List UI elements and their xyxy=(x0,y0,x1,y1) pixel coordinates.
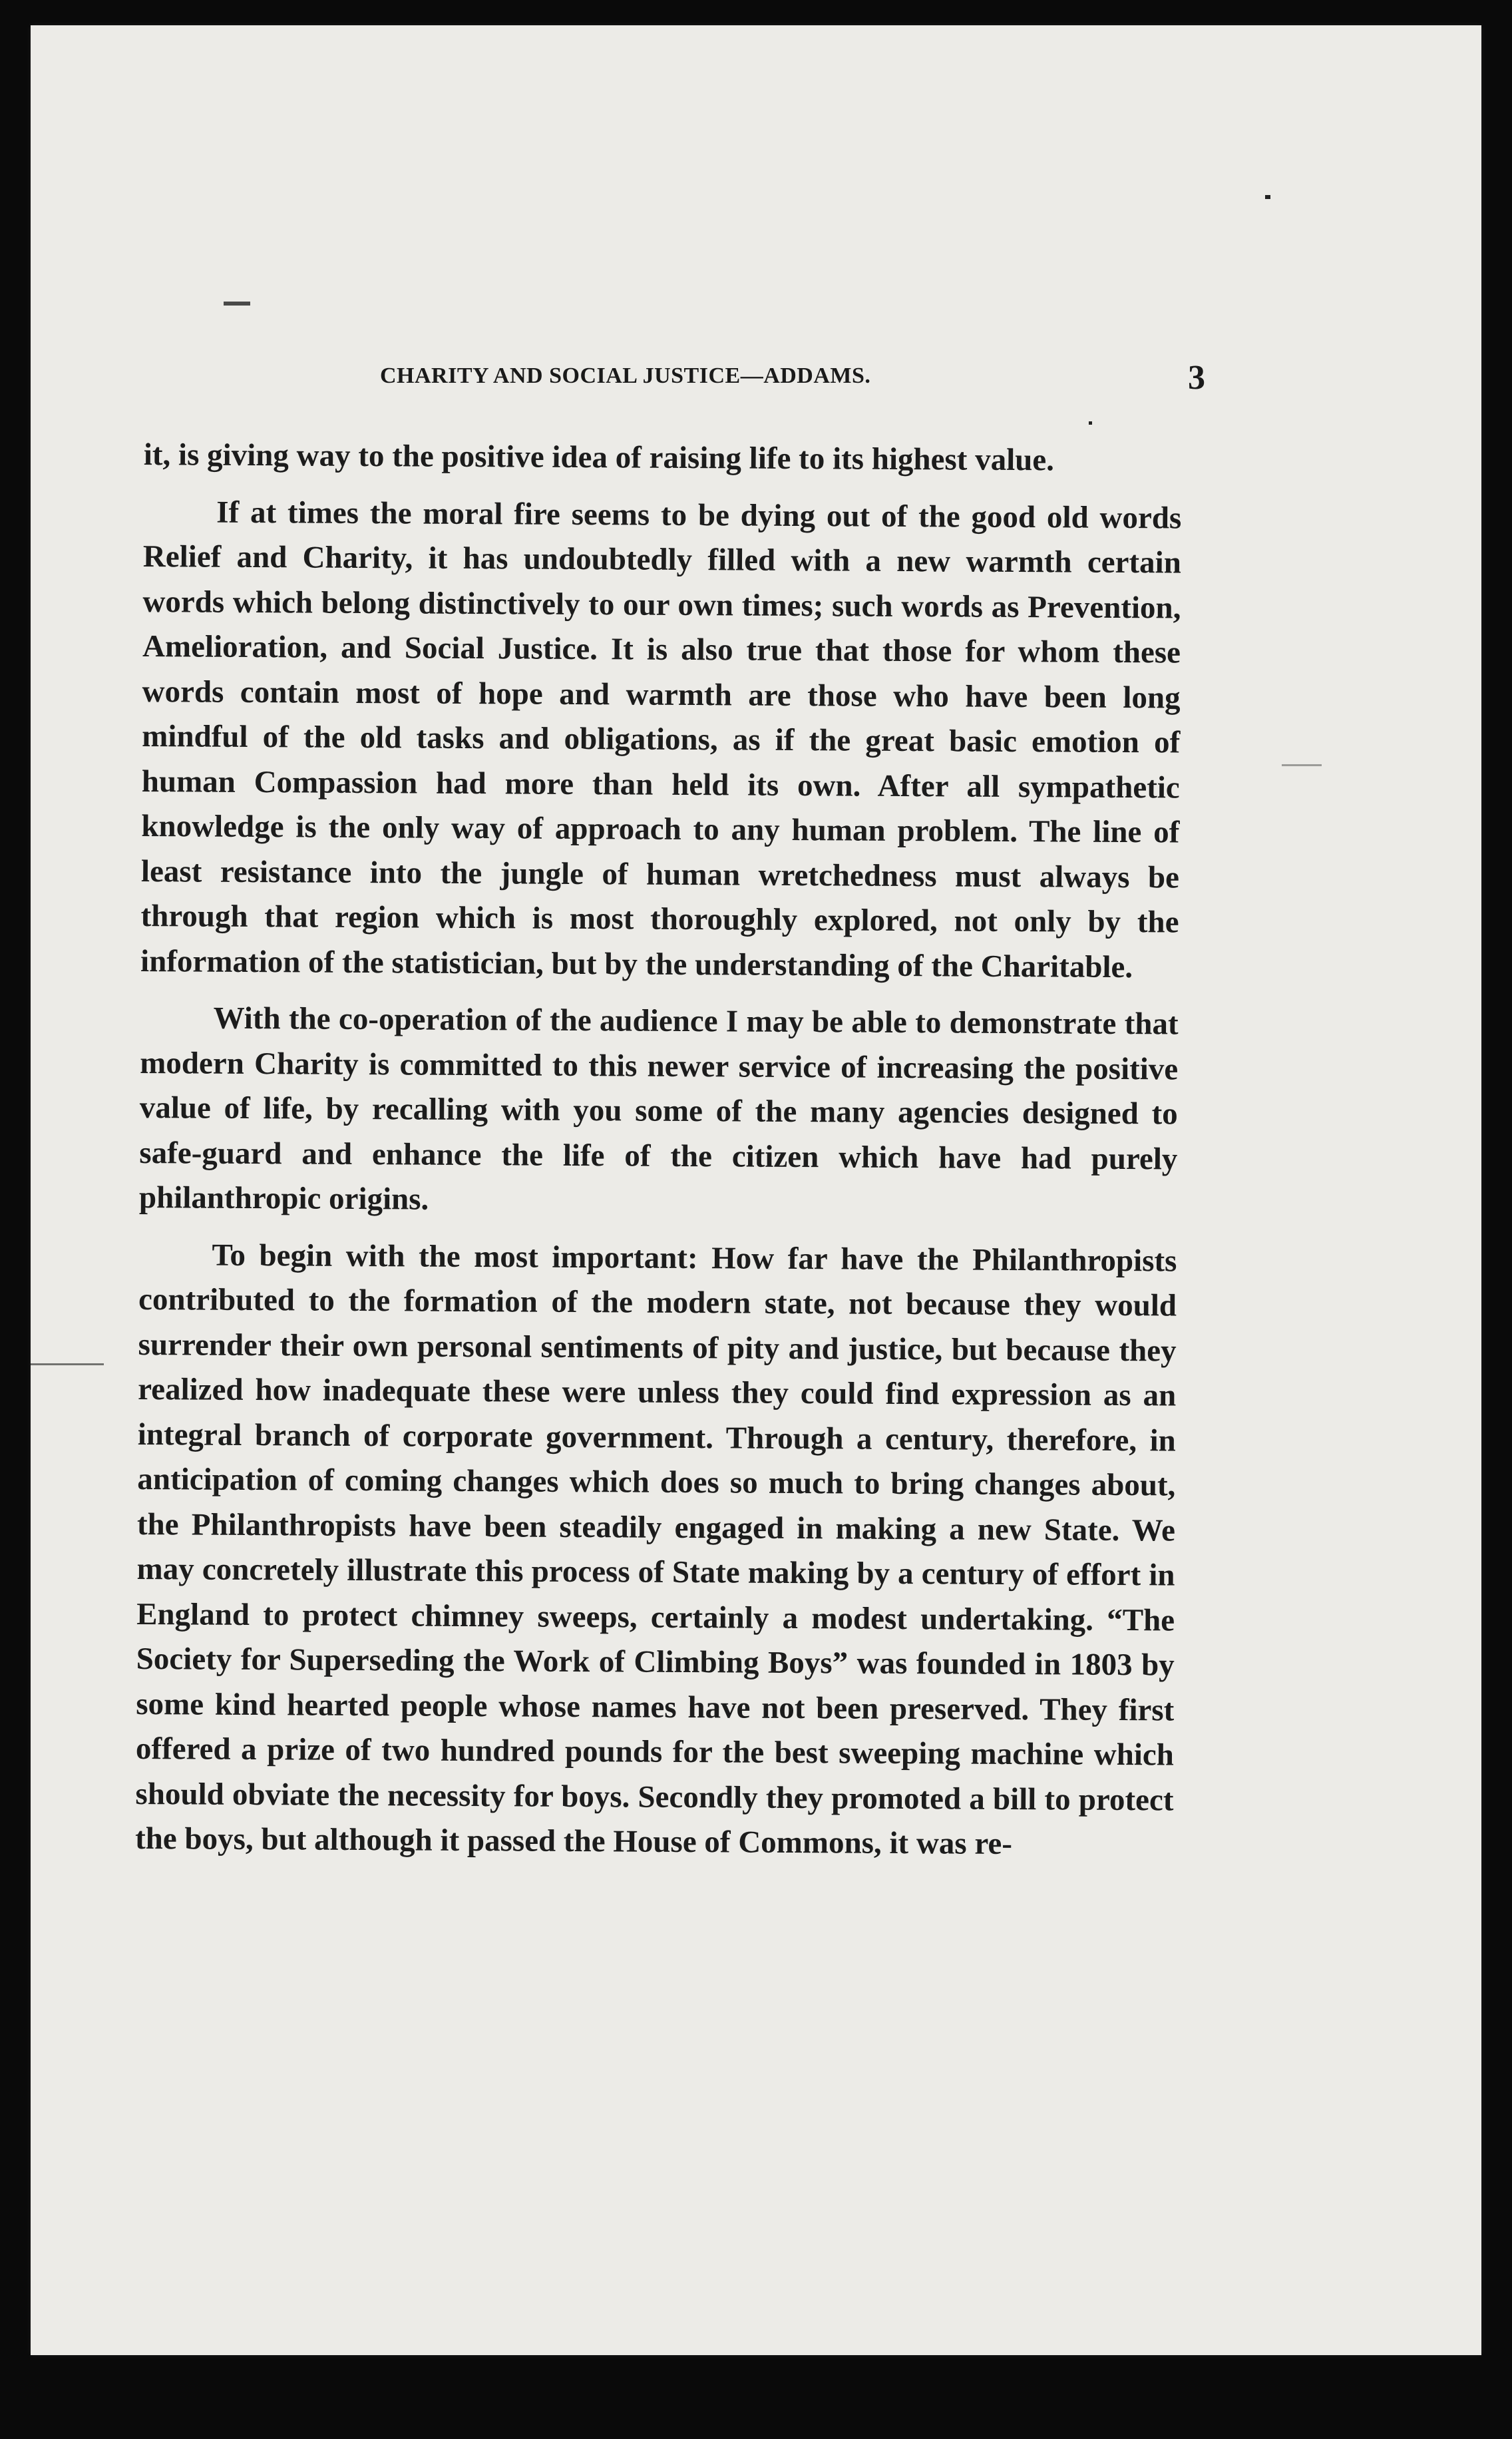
paragraph-cooperation: With the co-operation of the audience I may be able to demonstrate that modern Charity is committed to this newer service of increasing the positive value of life, by recalling with you some of the many agencies designed to safe-guard and enhance the life of the citizen which have had purely philanthropic origins. xyxy=(138,1000,1179,1217)
body-text xyxy=(135,433,1182,1880)
paragraph-philanthropists: To begin with the most important: How far have the Philanthropists contributed to the formation of the modern state, not because they would surrender their own personal sentiments of pity and justice, but because they realized how inadequate these were unless they could find expression as an integral branch of corporate government. Through a century, therefore, in anticipation of coming changes which does so much to bring changes about, the Philanthropists have been steadily engaged in making a new State. We may concretely illustrate this process of State making by a century of effort in England to protect chimney sweeps, certainly a modest undertaking. “The Society for Superseding the Work of Climbing Boys” was founded in 1803 by some kind hearted people whose names have not been preserved. They first offered a prize of two hundred pounds for the best sweeping machine which should obviate the necessity for boys. Secondly they promoted a bill to protect the boys, but although it passed the House of Commons, it was re- xyxy=(134,1237,1177,1862)
scan-speck xyxy=(1282,764,1322,766)
scan-speck xyxy=(1265,195,1270,199)
page-number: 3 xyxy=(1188,359,1205,397)
page-header xyxy=(380,358,1205,405)
scan-speck xyxy=(1089,421,1092,425)
paragraph-moral-fire: If at times the moral fire seems to be dying out of the good old words Relief and Charity, it has undoubtedly filled with a new warmth certain words which belong distinctively to our own times; such words as Prevention, Amelioration, and Social Justice. It is also true that those for whom these words contain most of hope and warmth are those who have been long mindful of the old tasks and obligations, as if the great basic emotion of human Compassion had more than held its own. After all sympathetic knowledge is the only way of approach to any human problem. The line of least resistance into the jungle of human wretchedness must always be through that region which is most thoroughly explored, not only by the information of the statistician, but by the understanding of the Charitable. xyxy=(140,495,1182,985)
paragraph-continuation: it, is giving way to the positive idea of raising life to its highest value. xyxy=(143,437,1055,478)
running-title: CHARITY AND SOCIAL JUSTICE—ADDAMS. xyxy=(380,363,871,388)
scan-speck xyxy=(224,302,250,306)
scan-speck xyxy=(31,1363,104,1365)
scanned-page xyxy=(31,25,1481,2355)
